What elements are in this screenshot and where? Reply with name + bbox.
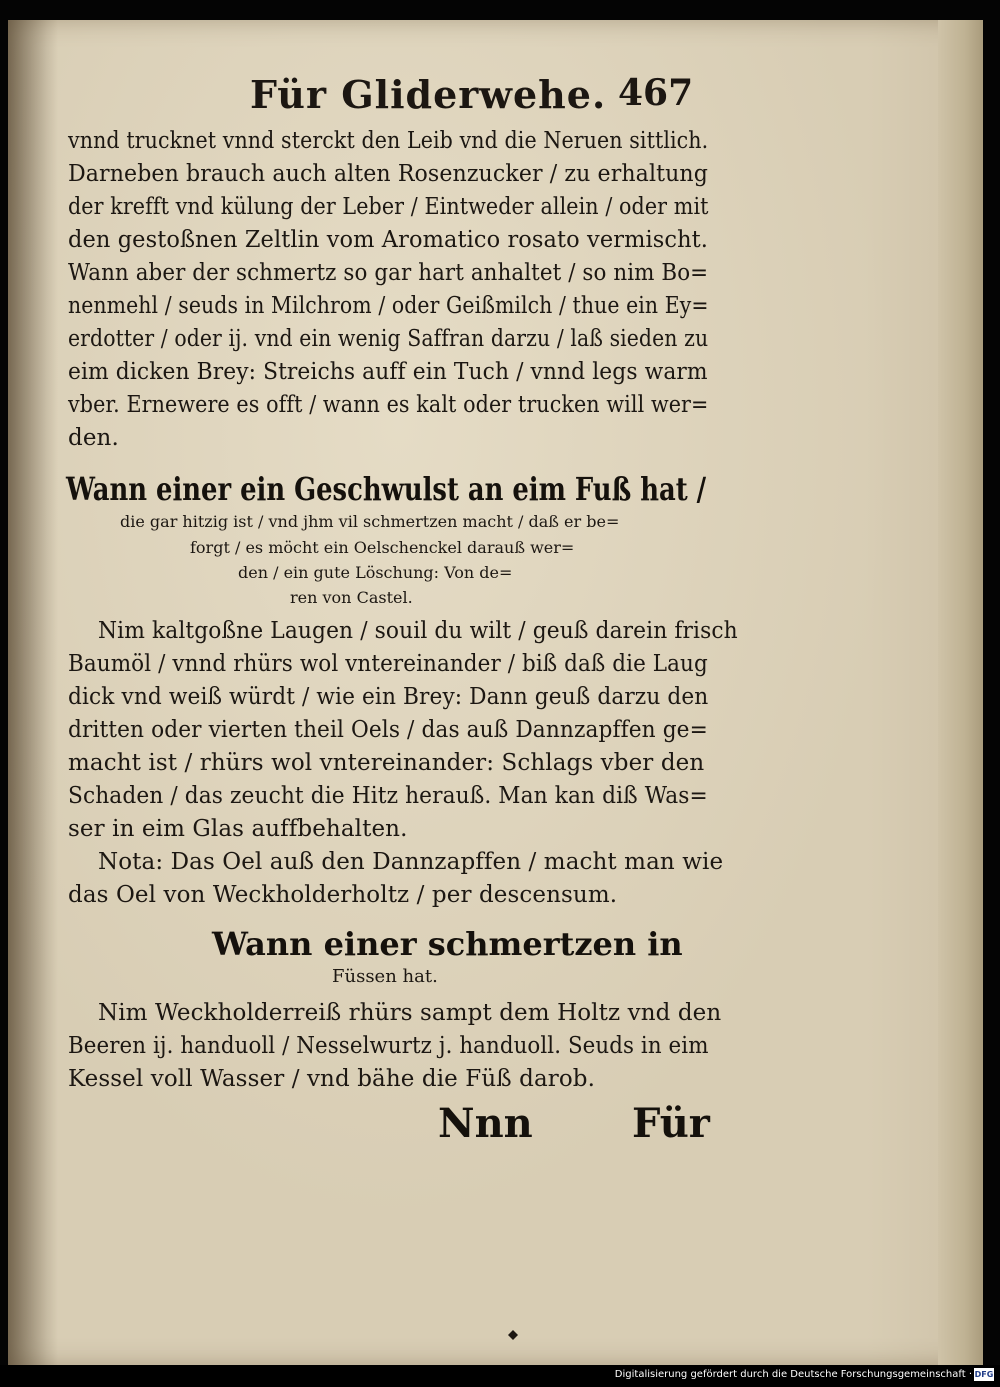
- text-line: vnnd trucknet vnnd sterckt den Leib vnd die Neruen sittlich.: [68, 128, 709, 154]
- text-line: Darneben brauch auch alten Rosenzucker / zu erhaltung: [68, 161, 708, 187]
- text-line: den.: [68, 425, 119, 451]
- section-heading: Wann einer ein Geschwulst an eim Fuß hat /: [66, 470, 707, 508]
- section-subheading-line: forgt / es möcht ein Oelschenckel darauß wer=: [190, 538, 575, 557]
- text-line: macht ist / rhürs wol vntereinander: Schlags vber den: [68, 750, 705, 776]
- page-edge: [938, 20, 983, 1365]
- text-line: Nota: Das Oel auß den Dannzapffen / macht man wie: [98, 849, 724, 875]
- text-line: nenmehl / seuds in Milchrom / oder Geißmilch / thue ein Ey=: [68, 293, 709, 319]
- text-line: eim dicken Brey: Streichs auff ein Tuch / vnnd legs warm: [68, 359, 708, 385]
- signature-mark: Nnn: [438, 1100, 533, 1147]
- text-line: Nim Weckholderreiß rhürs sampt dem Holtz vnd den: [98, 1000, 722, 1026]
- text-line: erdotter / oder ij. vnd ein wenig Saffran darzu / laß sieden zu: [68, 326, 709, 352]
- text-line: Nim kaltgoßne Laugen / souil du wilt / geuß darein frisch: [98, 618, 738, 644]
- text-line: dritten oder vierten theil Oels / das auß Dannzapffen ge=: [68, 717, 708, 743]
- text-line: den gestoßnen Zeltlin vom Aromatico rosato vermischt.: [68, 227, 709, 253]
- funding-credit: Digitalisierung gefördert durch die Deutsche Forschungsgemeinschaft ·: [614, 1369, 972, 1380]
- text-line: ser in eim Glas auffbehalten.: [68, 816, 408, 842]
- running-title: Für Gliderwehe.: [250, 72, 607, 117]
- text-line: das Oel von Weckholderholtz / per descensum.: [68, 882, 618, 908]
- text-line: Schaden / das zeucht die Hitz herauß. Man kan diß Was=: [68, 783, 708, 809]
- catchword: Für: [632, 1100, 710, 1147]
- text-line: dick vnd weiß würdt / wie ein Brey: Dann geuß darzu den: [68, 684, 709, 710]
- text-line: vber. Ernewere es offt / wann es kalt oder trucken will wer=: [68, 392, 709, 418]
- section-subheading-line: den / ein gute Löschung: Von de=: [238, 563, 513, 582]
- section-subheading-line: die gar hitzig ist / vnd jhm vil schmertzen macht / daß er be=: [120, 512, 620, 531]
- section-heading: Wann einer schmertzen in: [212, 925, 683, 963]
- gutter-shadow: [8, 20, 58, 1365]
- page-number: 467: [618, 72, 694, 114]
- text-line: der krefft vnd külung der Leber / Eintweder allein / oder mit: [68, 194, 709, 220]
- text-line: Baumöl / vnnd rhürs wol vntereinander / biß daß die Laug: [68, 651, 708, 677]
- text-line: Kessel voll Wasser / vnd bähe die Füß darob.: [68, 1066, 596, 1092]
- section-subheading: Füssen hat.: [332, 966, 438, 987]
- printer-ornament-icon: [508, 1330, 518, 1340]
- dfg-logo-icon: DFG: [974, 1370, 994, 1379]
- section-subheading-line: ren von Castel.: [290, 588, 413, 607]
- text-line: Beeren ij. handuoll / Nesselwurtz j. handuoll. Seuds in eim: [68, 1033, 709, 1059]
- text-line: Wann aber der schmertz so gar hart anhaltet / so nim Bo=: [68, 260, 709, 286]
